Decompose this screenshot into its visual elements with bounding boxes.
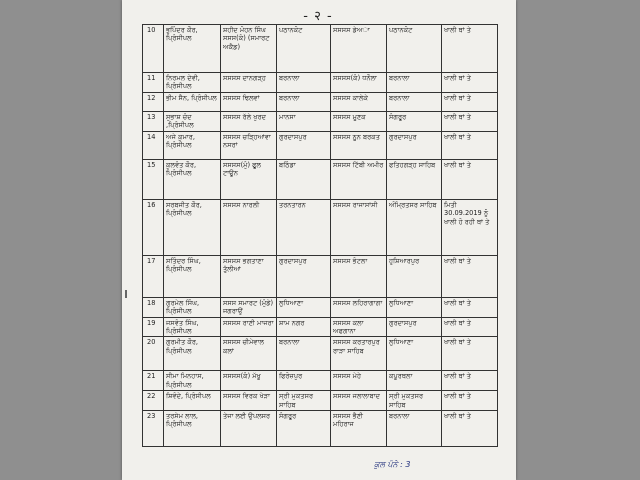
- table-cell: ਸ੍ਰੀ ਮੁਕਤਸਰ ਸਾਹਿਬ: [277, 391, 331, 411]
- row-number: 19: [143, 317, 164, 337]
- table-cell: ਸਸਸਸ ਦਾਨਗੜ੍ਹ: [221, 73, 277, 93]
- table-cell: ਸਰਬਜੀਤ ਕੌਰ, ਪ੍ਰਿੰਸੀਪਲ: [164, 199, 221, 255]
- table-cell: ਮਾਨਸਾ: [277, 112, 331, 132]
- row-number: 18: [143, 297, 164, 317]
- table-cell: ਸ਼ਿਵੰਦੇ, ਪ੍ਰਿੰਸੀਪਲ: [164, 391, 221, 411]
- table-cell: ਗੁਰਦਾਸਪੁਰ: [387, 317, 442, 337]
- table-cell: ਪਠਾਨਕੋਟ: [277, 25, 331, 73]
- table-cell: ਕਪੂਰਥਲਾ: [387, 371, 442, 391]
- table-cell: ਸਸਸਸ ਕਾਲੇਕੇ: [331, 93, 387, 112]
- table-cell: ਸੁਭਾਸ਼ ਚੰਦ ,ਪ੍ਰਿੰਸੀਪਲ: [164, 112, 221, 132]
- table-cell: ਬਰਨਾਲਾ: [277, 93, 331, 112]
- table-cell: ਖਾਲੀ ਥਾਂ ਤੇ: [442, 73, 498, 93]
- table-cell: ਸਸਸਸ ਨਾਰਲੀ: [221, 199, 277, 255]
- table-cell: ਪਠਾਨਕੋਟ: [387, 25, 442, 73]
- table-cell: ਹੁਸ਼ਿਆਰਪੁਰ: [387, 255, 442, 297]
- table-cell: ਨਿਰਮਲ ਦੇਵੀ, ਪ੍ਰਿੰਸੀਪਲ: [164, 73, 221, 93]
- table-cell: ਅੰਮ੍ਰਿਤਸਰ ਸਾਹਿਬ: [387, 199, 442, 255]
- table-cell: ਸਸਸਸ ਭੰਟਲਾ: [331, 255, 387, 297]
- table-cell: ਫਤਿਹਗੜ੍ਹ ਸਾਹਿਬ: [387, 159, 442, 199]
- table-cell: ਗੁਰਮੀਤ ਕੌਰ, ਪ੍ਰਿੰਸੀਪਲ: [164, 337, 221, 371]
- table-cell: ਸਸਸਸ ਕਰਤਾਰਪੁਰ ਰਾੜਾ ਸਾਹਿਬ: [331, 337, 387, 371]
- row-number: 12: [143, 93, 164, 112]
- table-cell: ਫਿਰੋਜ਼ਪੁਰ: [277, 371, 331, 391]
- table-cell: ਬਰਨਾਲਾ: [387, 411, 442, 447]
- table-cell: ਸਸਸਸ ਚੜ੍ਹਿਆਂਵਾ ਨਸਰਾਂ: [221, 131, 277, 159]
- table-cell: ਸਸਸਸ ਢਿਲਵਾਂ: [221, 93, 277, 112]
- table-row: [143, 255, 498, 297]
- table-cell: ਸਸਸਸ ਟਿੱਬੀ ਅਮੀਰ: [331, 159, 387, 199]
- table-cell: ਖਾਲੀ ਥਾਂ ਤੇ: [442, 159, 498, 199]
- table-cell: ਖਾਲੀ ਥਾਂ ਤੇ: [442, 297, 498, 317]
- table-cell: ਭੁਪਿੰਦਰ ਕੌਰ, ਪ੍ਰਿੰਸੀਪਲ: [164, 25, 221, 73]
- table-row: [143, 391, 498, 411]
- table-body: [143, 25, 498, 447]
- row-number: 15: [143, 159, 164, 199]
- page-number: - २ -: [303, 9, 333, 24]
- table-cell: ਸੰਗਰੂਰ: [387, 112, 442, 132]
- table-row: [143, 199, 498, 255]
- table-row: [143, 411, 498, 447]
- table-cell: ਖਾਲੀ ਥਾਂ ਤੇ: [442, 317, 498, 337]
- table-cell: ਗੁਰਮੇਲ ਸਿੰਘ, ਪ੍ਰਿੰਸੀਪਲ: [164, 297, 221, 317]
- table-row: [143, 131, 498, 159]
- table-cell: ਖਾਲੀ ਥਾਂ ਤੇ: [442, 131, 498, 159]
- table-cell: ਗੁਰਦਾਸਪੁਰ: [277, 255, 331, 297]
- table-cell: ਸਸਸਸ ਰਾਣੀ ਮਾਜਰਾ: [221, 317, 277, 337]
- table-row: [143, 337, 498, 371]
- table-cell: ਸਸਸਸ ਵਿਰਕ ਖੇੜਾ: [221, 391, 277, 411]
- row-number: 23: [143, 411, 164, 447]
- table-cell: ਖਾਲੀ ਥਾਂ ਤੇ: [442, 25, 498, 73]
- table-cell: ਮਿਤੀ 30.09.2019 ਨੂੰ ਖਾਲੀ ਹੋ ਰਹੀ ਥਾਂ ਤੇ: [442, 199, 498, 255]
- table-row: [143, 297, 498, 317]
- table-row: [143, 93, 498, 112]
- table-row: [143, 73, 498, 93]
- table-cell: ਸਤਿੰਦਰ ਸਿੰਘ, ਪ੍ਰਿੰਸੀਪਲ: [164, 255, 221, 297]
- row-number: 10: [143, 25, 164, 73]
- table-row: [143, 25, 498, 73]
- table-cell: ਸਸਸਸ ਕਲਾ ਅਫਗਾਨਾ: [331, 317, 387, 337]
- table-cell: ਸਸਸਸ ਰੱਲੇ ਖੁਰਦ: [221, 112, 277, 132]
- table-cell: ਸਸਸਸ ਜਲਾਲਾਬਾਦ: [331, 391, 387, 411]
- table-cell: ਖਾਲੀ ਥਾਂ ਤੇ: [442, 337, 498, 371]
- table-cell: ਖਾਲੀ ਥਾਂ ਤੇ: [442, 93, 498, 112]
- table-cell: ਖਾਲੀ ਥਾਂ ਤੇ: [442, 411, 498, 447]
- table-cell: ਜਸਵੰਤ ਸਿੰਘ, ਪ੍ਰਿੰਸੀਪਲ: [164, 317, 221, 337]
- table-cell: ਸ਼ਾਮ ਨਗਰ: [277, 317, 331, 337]
- table-cell: ਸਸਸ ਸਮਾਰਟ (ਮੁੰਡੇ) ਜਗਰਾਉਂ: [221, 297, 277, 317]
- table-cell: ਸਸਸਸ ਭਗਤਾਣਾ ਤੁੱਲੀਆਂ: [221, 255, 277, 297]
- table-cell: ਸਸਸਸ(ਕੰ) ਮੱਖੂ: [221, 371, 277, 391]
- table-cell: ਬਰਨਾਲਾ: [387, 93, 442, 112]
- table-row: [143, 159, 498, 199]
- table-cell: ਬਰਨਾਲਾ: [277, 73, 331, 93]
- table-cell: ਤਰਸੇਮ ਲਾਲ, ਪ੍ਰਿੰਸੀਪਲ: [164, 411, 221, 447]
- row-number: 14: [143, 131, 164, 159]
- table-cell: ਖਾਲੀ ਥਾਂ ਤੇ: [442, 255, 498, 297]
- table-row: [143, 112, 498, 132]
- table-cell: ਬਰਨਾਲਾ: [387, 73, 442, 93]
- table-cell: ਖਾਲੀ ਥਾਂ ਤੇ: [442, 112, 498, 132]
- table-cell: ਸ਼ਹੀਦ ਮੋਹਨ ਸਿੰਘ ਸਸਸ(ਕੰ) (ਸਮਾਰਟ ਅਕੈਡ): [221, 25, 277, 73]
- margin-mark: [125, 290, 127, 298]
- row-number: 20: [143, 337, 164, 371]
- table-cell: ਲੁਧਿਆਣਾ: [387, 337, 442, 371]
- table-cell: ਸ੍ਰੀ ਮੁਕਤਸਰ ਸਾਹਿਬ: [387, 391, 442, 411]
- table-cell: ਤੇਜਾ ਲਈ ਉਪਲਸਰ: [221, 411, 277, 447]
- table-cell: ਸਸਸਸ ਰਾਜਾਸਾਂਸੀ: [331, 199, 387, 255]
- table-cell: ਬਰਨਾਲਾ: [277, 337, 331, 371]
- table-cell: ਖਾਲੀ ਥਾਂ ਤੇ: [442, 371, 498, 391]
- table-cell: ਸਸਸਸ(ਮੁੰ) ਫੂਲ ਟਾਊਨ: [221, 159, 277, 199]
- table-cell: ਤਰਨਤਾਰਨ: [277, 199, 331, 255]
- transfer-table: [142, 24, 498, 447]
- table-cell: ਲੁਧਿਆਣਾ: [277, 297, 331, 317]
- table-cell: ਅਜੇ ਕੁਮਾਰ, ਪ੍ਰਿੰਸੀਪਲ: [164, 131, 221, 159]
- table-row: [143, 371, 498, 391]
- table-cell: ਸੀਮਾ ਮਿਨਹਾਸ, ਪ੍ਰਿੰਸੀਪਲ: [164, 371, 221, 391]
- table-cell: ਸਸਸਸ(ਕੰ) ਧਨੌਲਾ: [331, 73, 387, 93]
- table-cell: ਗੁਰਦਾਸਪੁਰ: [387, 131, 442, 159]
- table-cell: ਕੁਲਵੰਤ ਕੌਰ, ਪ੍ਰਿੰਸੀਪਲ: [164, 159, 221, 199]
- table-cell: ਭੀਮ ਸੈਨ, ਪ੍ਰਿੰਸੀਪਲ: [164, 93, 221, 112]
- table-cell: ਬਠਿੰਡਾ: [277, 159, 331, 199]
- table-cell: ਸੰਗਰੂਰ: [277, 411, 331, 447]
- table-cell: ਖਾਲੀ ਥਾਂ ਤੇ: [442, 391, 498, 411]
- row-number: 22: [143, 391, 164, 411]
- table-cell: ਸਸਸਸ ਨੂਨ ਬਰਕਤ: [331, 131, 387, 159]
- row-number: 16: [143, 199, 164, 255]
- table-row: [143, 317, 498, 337]
- table-cell: ਸਸਸਸ ਮੂਣਕ: [331, 112, 387, 132]
- footer-note: ਕੁਲ ਪੰਨੇ : 3: [374, 460, 411, 469]
- table-cell: ਸਸਸਸ ਮੇਹੇ: [331, 371, 387, 391]
- row-number: 13: [143, 112, 164, 132]
- row-number: 17: [143, 255, 164, 297]
- table-cell: ਸਸਸਸ ਡੇਅਾ: [331, 25, 387, 73]
- table-cell: ਸਸਸਸ ਲਹਿਰਾਗਾਗਾ: [331, 297, 387, 317]
- table-cell: ਸਸਸਸ ਚੀਮੇਵਾਲ ਕਲਾਂ: [221, 337, 277, 371]
- row-number: 21: [143, 371, 164, 391]
- table-cell: ਸਸਸਸ ਭੈਣੀ ਮਹਿਰਾਜ: [331, 411, 387, 447]
- table-cell: ਗੁਰਦਾਸਪੁਰ: [277, 131, 331, 159]
- row-number: 11: [143, 73, 164, 93]
- table-cell: ਲੁਧਿਆਣਾ: [387, 297, 442, 317]
